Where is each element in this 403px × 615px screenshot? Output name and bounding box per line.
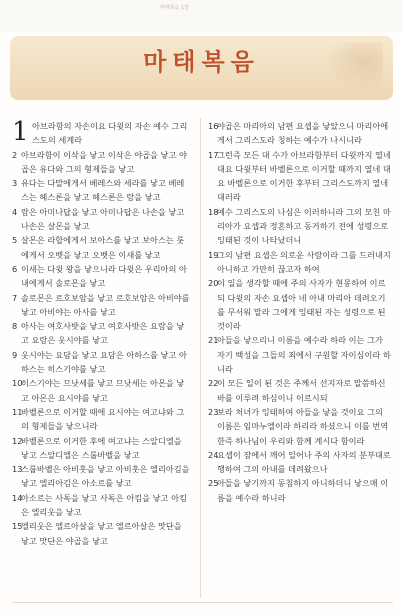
verse-text: 바벨론으로 이거할 때에 요시야는 여고냐와 그의 형제들을 낳으니라 xyxy=(21,406,185,432)
verse-number: 14 xyxy=(12,492,23,503)
verse-text: 아들을 낳기까지 동침하지 아니하더니 낳으매 이름을 예수라 하니라 xyxy=(217,478,389,503)
verse-number: 16 xyxy=(208,121,219,131)
verse-number: 17 xyxy=(208,149,219,160)
verse-number: 22 xyxy=(208,378,219,389)
verse-number: 18 xyxy=(208,206,219,217)
verse-number: 3 xyxy=(12,178,18,189)
verse xyxy=(208,148,393,205)
verse xyxy=(208,205,393,248)
verse-number: 4 xyxy=(12,206,18,217)
verse-text: 바벨론으로 이거한 후에 여고냐는 스알디엘을 낳고 스알디엘은 스룹바벨을 낳고 xyxy=(21,435,182,460)
verse-text: 그런즉 모든 대 수가 아브라함부터 다윗까지 열네 대요 다윗부터 바벨론으로 이거할 때까지 열네 대요 바벨론으로 이거한 후부터 그리스도까지 열네 대러라 xyxy=(217,149,391,203)
verse-text: 람은 아미나답을 낳고 아미나답은 나손을 낳고 나손은 살몬을 낳고 xyxy=(21,206,185,232)
verse xyxy=(12,176,192,205)
verse-text: 아소르는 사독을 낳고 사독은 아킴을 낳고 아킴은 엘리웃을 낳고 xyxy=(21,492,187,518)
verse-number: 5 xyxy=(12,235,18,246)
verse xyxy=(12,405,192,434)
verse xyxy=(208,476,393,505)
verse xyxy=(12,233,192,262)
verse-text: 엘리웃은 엘르아살을 낳고 엘르아살은 맛단을 낳고 맛단은 야곱을 낳고 xyxy=(21,521,182,546)
verse xyxy=(12,291,192,320)
verse-text: 아브라함이 이삭을 낳고 이삭은 야곱을 낳고 야곱은 유다와 그의 형제들을 낳고 xyxy=(21,149,187,174)
verse xyxy=(208,276,393,333)
verse-number: 6 xyxy=(12,263,18,274)
verse xyxy=(12,519,192,548)
verse-number: 13 xyxy=(12,464,23,475)
verse-text: 이 일을 생각할 때에 주의 사자가 현몽하여 이르되 다윗의 자손 요셉아 네 아내 마리아 데려오기를 무서워 말라 그에게 잉태된 자는 성령으로 된 것이라 xyxy=(217,278,386,332)
verse xyxy=(12,319,192,348)
verse xyxy=(12,148,192,177)
verse-text: 이새는 다윗 왕을 낳으니라 다윗은 우리아의 아내에게서 솔로몬을 낳고 xyxy=(21,263,187,289)
verse-text: 예수 그리스도의 나심은 이러하니라 그의 모친 마리아가 요셉과 정혼하고 동거하기 전에 성령으로 잉태된 것이 나타났더니 xyxy=(217,206,391,246)
right-column xyxy=(208,119,393,505)
verse-number: 25 xyxy=(208,478,219,489)
verse-text: 그의 남편 요셉은 의로운 사람이라 그를 드러내지 아니하고 가만히 끊고자 하여 xyxy=(217,249,391,274)
verse-number: 21 xyxy=(208,335,219,346)
verse-text: 요셉이 잠에서 깨어 일어나 주의 사자의 분부대로 행하여 그의 아내를 데려왔으나 xyxy=(217,449,391,475)
verse xyxy=(12,491,192,520)
verse xyxy=(12,348,192,377)
verse-number: 7 xyxy=(12,292,18,303)
verse xyxy=(208,448,393,477)
verse-text: 히스기야는 므낫세를 낳고 므낫세는 아몬을 낳고 아몬은 요시야를 낳고 xyxy=(21,378,185,403)
book-title: 마태복음 xyxy=(143,47,260,76)
verse xyxy=(12,119,192,148)
verse xyxy=(12,205,192,234)
verse-number: 15 xyxy=(12,521,23,532)
verse-number: 12 xyxy=(12,435,23,446)
verse-text: 솔로몬은 르호보암을 낳고 르호보암은 아비야를 낳고 아비야는 아사를 낳고 xyxy=(21,292,190,317)
verse-text: 살몬은 라합에게서 보아스를 낳고 보아스는 룻에게서 오벳을 낳고 오벳은 이새를 낳고 xyxy=(21,235,185,260)
left-column xyxy=(12,119,192,548)
verse-number: 9 xyxy=(12,349,18,360)
verse-text: 이 모든 일이 된 것은 주께서 선지자로 말씀하신 바를 이루려 하심이니 이르시되 xyxy=(217,378,386,403)
page-header xyxy=(0,0,403,32)
verse-number: 24 xyxy=(208,449,219,460)
verse-number: 8 xyxy=(12,321,18,332)
verse-text: 유다는 다말에게서 베레스와 세라를 낳고 베레스는 헤스론을 낳고 헤스론은 람을 낳고 xyxy=(21,178,185,203)
verse xyxy=(208,376,393,405)
verse xyxy=(12,262,192,291)
verse-number: 19 xyxy=(208,249,219,260)
verse-text: 아브라함의 자손이요 다윗의 자손 예수 그리스도의 세계라 xyxy=(32,121,188,146)
verse xyxy=(12,462,192,491)
footer-rule xyxy=(12,602,393,603)
verse xyxy=(208,405,393,448)
verse-text: 보라 처녀가 잉태하여 아들을 낳을 것이요 그의 이름은 임마누엘이라 하리라 하셨으니 이를 번역한즉 하나님이 우리와 함께 계시다 함이라 xyxy=(217,406,389,446)
running-header: 마태복음 1장 xyxy=(160,5,189,11)
verse xyxy=(208,119,393,148)
verse-text: 웃시야는 요담을 낳고 요담은 아하스를 낳고 아하스는 히스기야를 낳고 xyxy=(21,349,187,375)
verse xyxy=(208,248,393,277)
verse-text: 아들을 낳으리니 이름을 예수라 하라 이는 그가 자기 백성을 그들의 죄에서 구원할 자이심이라 하니라 xyxy=(217,335,391,375)
verse-text: 야곱은 마리아의 남편 요셉을 낳았으니 마리아에게서 그리스도라 칭하는 예수가 나시니라 xyxy=(217,121,389,146)
verse-number: 11 xyxy=(12,406,23,417)
verse-number: 23 xyxy=(208,406,219,417)
chapter-number: 1 xyxy=(12,117,29,147)
verse-number: 2 xyxy=(12,149,18,160)
verse-text: 스룹바벨은 아비훗을 낳고 아비훗은 엘리아김을 낳고 엘리아김은 아소르를 낳고 xyxy=(21,464,190,489)
verse xyxy=(12,434,192,463)
verse xyxy=(208,333,393,376)
verse-number: 10 xyxy=(12,378,23,389)
verse xyxy=(12,376,192,405)
verse-number: 20 xyxy=(208,278,219,289)
verse-text: 아사는 여호사밧을 낳고 여호사밧은 요람을 낳고 요람은 웃시야를 낳고 xyxy=(21,321,185,346)
column-divider xyxy=(200,118,201,598)
